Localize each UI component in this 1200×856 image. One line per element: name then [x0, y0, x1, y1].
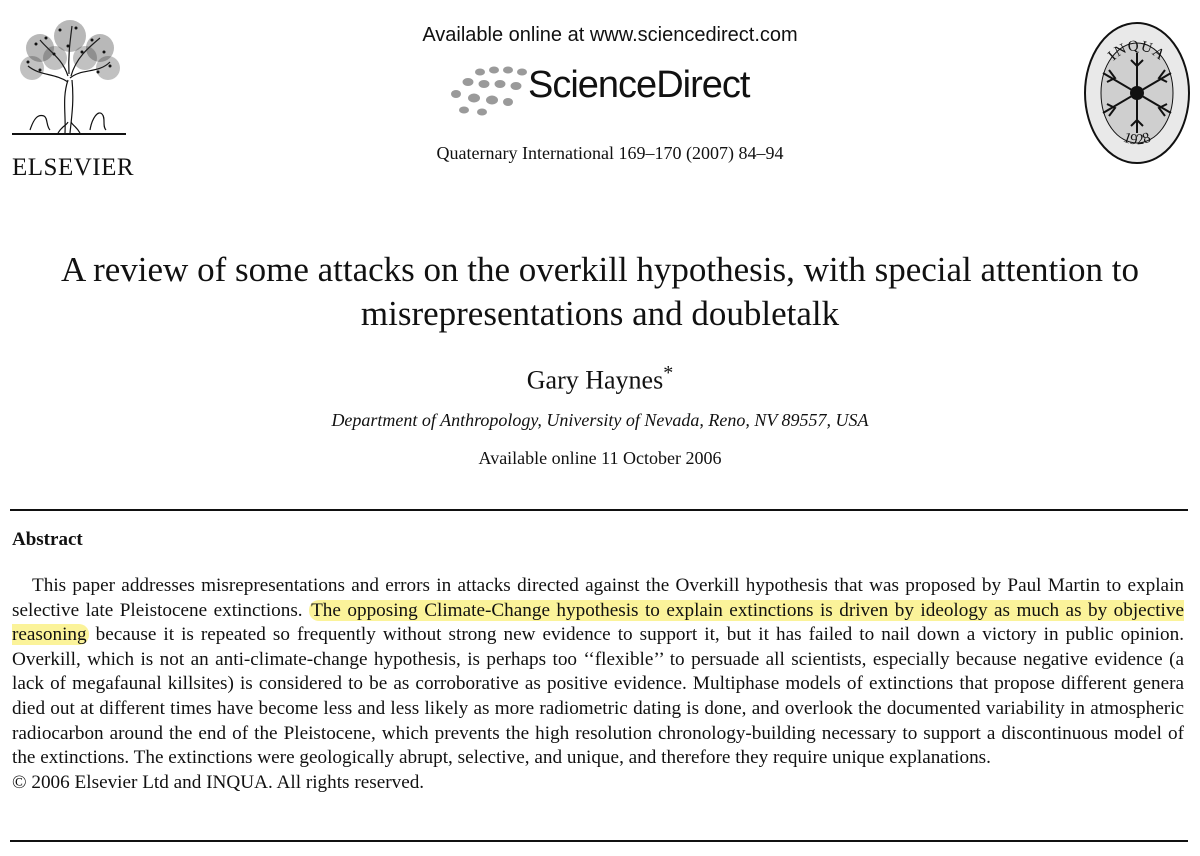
author-name[interactable]: Gary Haynes	[526, 365, 664, 395]
abstract-heading: Abstract	[12, 529, 83, 550]
sciencedirect-wordmark: ScienceDirect	[528, 64, 750, 106]
sciencedirect-dots-icon	[446, 62, 536, 116]
article-title: A review of some attacks on the overkill hypothesis, with special attention to misrepresentations and doubletalk	[61, 250, 1139, 333]
article-header	[0, 0, 1200, 180]
available-online-text[interactable]: Available online at www.sciencedirect.com	[422, 24, 798, 46]
inqua-text: INQUA	[1105, 38, 1169, 65]
copyright-notice: © 2006 Elsevier Ltd and INQUA. All rights reserved.	[12, 771, 425, 793]
sciencedirect-banner	[380, 22, 840, 120]
abstract-text-part-1: This paper addresses misrepresentations and errors in attacks directed against the Overkill hypothesis that was proposed by Paul Martin to explain selective late Pleistocene extinctions.	[12, 575, 1184, 621]
journal-reference[interactable]: Quaternary International 169–170 (2007) 84–94	[436, 143, 784, 163]
author-affiliation: Department of Anthropology, University of Nevada, Reno, NV 89557, USA	[331, 410, 869, 430]
elsevier-logo[interactable]	[10, 18, 140, 181]
highlighted-sentence: The opposing Climate-Change hypothesis to explain extinctions is driven by ideology as much as by objective reasoning	[12, 599, 1184, 646]
inqua-logo[interactable]	[1083, 20, 1191, 166]
top-divider	[10, 509, 1188, 511]
author-line	[0, 362, 1200, 396]
abstract-text	[12, 574, 1184, 795]
abstract-text-part-2: because it is repeated so frequently without strong new evidence to support it, but it has failed to nail down a victory in public opinion. Overkill, which is not an anti-climate-change hypothesis, is perhaps too ‘‘flexible’’ to persuade all scientists, especially because negative evidence (a lack of megafaunal killsites) is considered to be as corroborative as positive evidence. Multiphase models of extinctions that propose different genera died out at different times have become less and less likely as more radiometric dating is done, and overlook the documented variability in atmospheric radiocarbon around the end of the Pleistocene, which prevents the high resolution chronology-building necessary to support a discontinuous model of the extinctions. The extinctions were geologically abrupt, selective, and unique, and therefore they require unique explanations.	[12, 624, 1184, 769]
publisher-name: ELSEVIER	[12, 154, 135, 181]
sciencedirect-logo[interactable]	[380, 58, 840, 120]
available-online-date: Available online 11 October 2006	[478, 448, 722, 468]
corresponding-author-mark[interactable]: *	[663, 362, 674, 384]
elsevier-tree-icon	[10, 18, 128, 136]
inqua-year: 1928	[1121, 129, 1153, 149]
bottom-divider	[10, 840, 1188, 842]
